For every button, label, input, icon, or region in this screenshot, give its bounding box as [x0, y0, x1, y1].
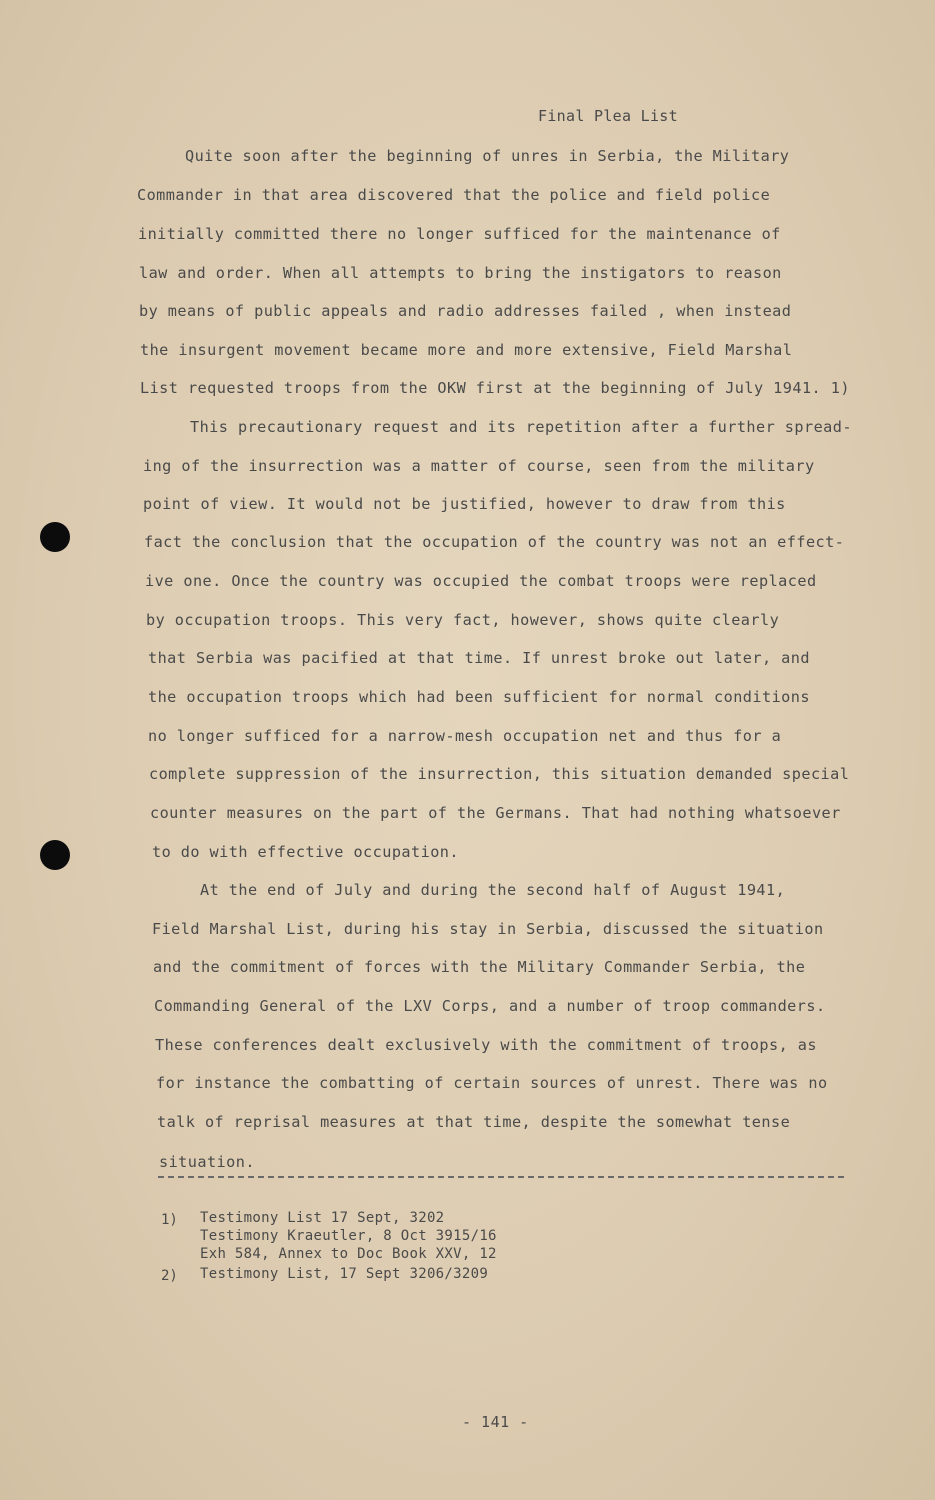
body-line: for instance the combatting of certain sources of unrest. There was no	[156, 1074, 828, 1092]
body-line: fact the conclusion that the occupation of the country was not an effect-	[144, 533, 845, 551]
body-line: counter measures on the part of the Germans. That had nothing whatsoever	[150, 804, 841, 822]
body-line: These conferences dealt exclusively with the commitment of troops, as	[155, 1036, 817, 1054]
page-header: Final Plea List	[538, 107, 678, 125]
body-line: talk of reprisal measures at that time, despite the somewhat tense	[157, 1113, 791, 1131]
body-line: List requested troops from the OKW first at the beginning of July 1941. 1)	[140, 379, 850, 397]
punch-hole-bottom	[40, 840, 70, 870]
body-line: and the commitment of forces with the Military Commander Serbia, the	[153, 958, 806, 976]
footnote-line: Testimony List 17 Sept, 3202	[200, 1210, 445, 1226]
body-line: This precautionary request and its repetition after a further spread-	[190, 418, 852, 436]
body-line: to do with effective occupation.	[152, 843, 459, 861]
footnote-line: Exh 584, Annex to Doc Book XXV, 12	[200, 1246, 497, 1262]
body-line: situation.	[159, 1153, 255, 1171]
body-line: ive one. Once the country was occupied the combat troops were replaced	[145, 572, 817, 590]
body-line: the occupation troops which had been sufficient for normal conditions	[148, 688, 810, 706]
body-line: no longer sufficed for a narrow-mesh occupation net and thus for a	[148, 727, 782, 745]
body-line: Commander in that area discovered that the police and field police	[137, 186, 771, 204]
body-line: law and order. When all attempts to bring the instigators to reason	[139, 264, 782, 282]
body-line: by means of public appeals and radio addresses failed , when instead	[139, 302, 792, 320]
body-line: by occupation troops. This very fact, however, shows quite clearly	[146, 611, 780, 629]
body-line: point of view. It would not be justified, however to draw from this	[143, 495, 786, 513]
footnote-separator	[158, 1176, 844, 1178]
body-line: the insurgent movement became more and more extensive, Field Marshal	[140, 341, 793, 359]
body-line: Field Marshal List, during his stay in Serbia, discussed the situation	[152, 920, 824, 938]
punch-hole-top	[40, 522, 70, 552]
footnote-line: Testimony List, 17 Sept 3206/3209	[200, 1266, 489, 1282]
footnote-line: Testimony Kraeutler, 8 Oct 3915/16	[200, 1228, 497, 1244]
footnote-number: 1)	[161, 1212, 178, 1228]
body-line: that Serbia was pacified at that time. If unrest broke out later, and	[148, 649, 810, 667]
body-line: Quite soon after the beginning of unres in Serbia, the Military	[185, 147, 790, 165]
body-line: complete suppression of the insurrection, this situation demanded special	[149, 765, 850, 783]
body-line: Commanding General of the LXV Corps, and a number of troop commanders.	[154, 997, 826, 1015]
body-line: At the end of July and during the second half of August 1941,	[200, 881, 786, 899]
body-line: initially committed there no longer sufficed for the maintenance of	[138, 225, 781, 243]
body-line: ing of the insurrection was a matter of course, seen from the military	[143, 457, 815, 475]
footnote-number: 2)	[161, 1268, 178, 1284]
page-number: - 141 -	[462, 1413, 529, 1431]
